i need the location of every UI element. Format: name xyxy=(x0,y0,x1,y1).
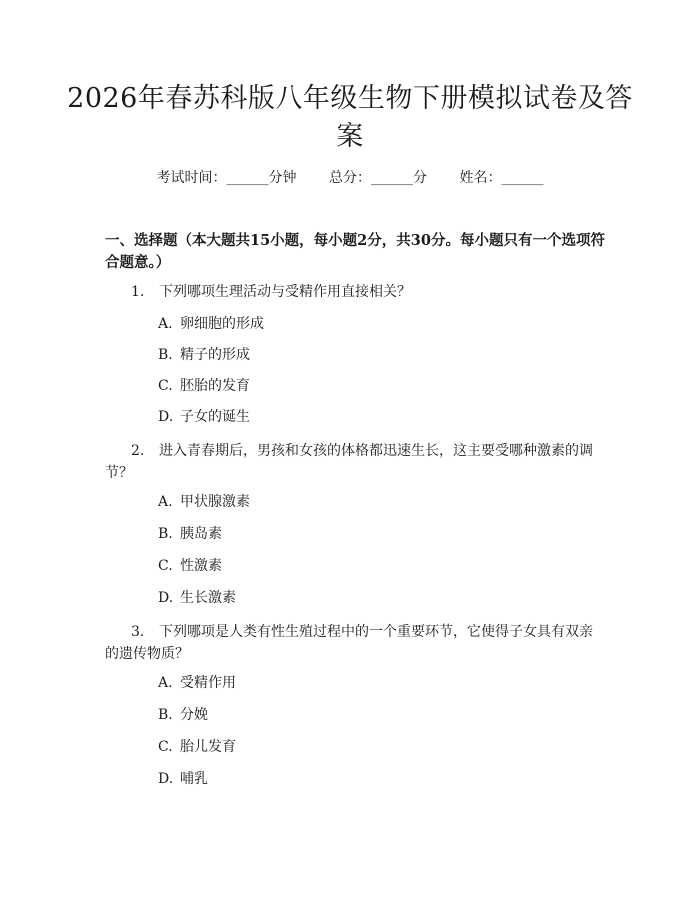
option-text: 甲状腺激素 xyxy=(180,494,250,510)
option-item xyxy=(158,524,222,544)
option-item xyxy=(158,407,250,427)
question-number: 3. xyxy=(131,624,145,640)
option-text: 子女的诞生 xyxy=(180,409,250,425)
question-1 xyxy=(105,281,605,303)
question-text: 进入青春期后，男孩和女孩的体格都迅速生长，这主要受哪种激素的调节？ xyxy=(105,443,593,481)
option-item xyxy=(158,314,264,334)
option-item xyxy=(158,769,208,789)
option-item xyxy=(158,492,250,512)
option-text: 胰岛素 xyxy=(180,526,222,542)
option-text: 胎儿发育 xyxy=(180,739,236,755)
exam-time-field: 考试时间：______分钟 xyxy=(156,170,297,186)
option-text: 生长激素 xyxy=(180,590,236,606)
option-letter: D. xyxy=(158,590,174,606)
option-letter: A. xyxy=(158,316,173,332)
option-item xyxy=(158,376,250,396)
option-text: 精子的形成 xyxy=(180,347,250,363)
option-text: 受精作用 xyxy=(180,675,236,691)
option-item xyxy=(158,556,222,576)
question-text: 下列哪项生理活动与受精作用直接相关？ xyxy=(159,284,411,300)
page-title: 2026年春苏科版八年级生物下册模拟试卷及答案 xyxy=(67,83,633,152)
section-heading: 一、选择题（本大题共15小题，每小题2分，共30分。每小题只有一个选项符合题意。） xyxy=(105,232,605,271)
option-letter: A. xyxy=(158,675,173,691)
option-item xyxy=(158,737,236,757)
question-number: 2. xyxy=(131,443,145,459)
option-letter: B. xyxy=(158,347,173,363)
option-item xyxy=(158,588,236,608)
question-3 xyxy=(105,621,605,665)
option-text: 性激素 xyxy=(180,558,222,574)
option-letter: D. xyxy=(158,409,174,425)
total-score-field: 总分：______分 xyxy=(329,170,427,186)
option-letter: B. xyxy=(158,707,173,723)
option-letter: B. xyxy=(158,526,173,542)
question-2 xyxy=(105,440,605,484)
option-letter: C. xyxy=(158,378,173,394)
option-letter: C. xyxy=(158,739,173,755)
option-text: 胚胎的发育 xyxy=(180,378,250,394)
option-item xyxy=(158,673,236,693)
student-name-field: 姓名：______ xyxy=(459,170,544,186)
option-letter: D. xyxy=(158,771,174,787)
option-text: 卵细胞的形成 xyxy=(180,316,264,332)
option-item xyxy=(158,345,250,365)
option-text: 哺乳 xyxy=(180,771,208,787)
option-letter: C. xyxy=(158,558,173,574)
option-item xyxy=(158,705,208,725)
question-text: 下列哪项是人类有性生殖过程中的一个重要环节，它使得子女具有双亲的遗传物质？ xyxy=(105,624,593,662)
option-text: 分娩 xyxy=(180,707,208,723)
question-number: 1. xyxy=(131,284,145,300)
exam-meta xyxy=(0,168,700,188)
option-letter: A. xyxy=(158,494,173,510)
